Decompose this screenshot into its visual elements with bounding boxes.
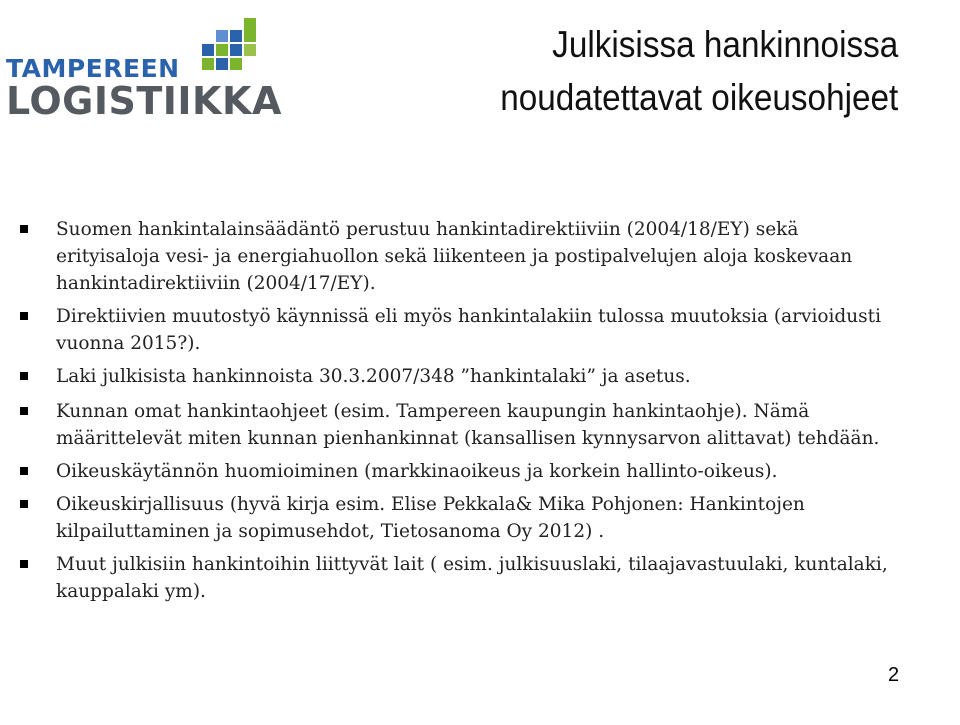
page-number: 2: [888, 664, 900, 686]
bullet-item: [0, 551, 900, 605]
bullet-text: Oikeuskäytännön huomioiminen (markkinaoikeus ja korkein hallinto-oikeus).: [56, 461, 778, 482]
logo-text-logistiikka: LOGISTIIKKA: [6, 79, 282, 123]
square-bullet-icon: [20, 500, 28, 508]
square-bullet-icon: [20, 407, 28, 415]
square-bullet-icon: [20, 312, 28, 320]
bullet-text: Suomen hankintalainsäädäntö perustuu hankintadirektiiviin (2004/18/EY) sekä erityisaloja vesi- ja energiahuollon sekä liikenteen ja postipalvelujen aloja koskevaan hankintadirektiiviin (2004/17/EY).: [56, 219, 853, 294]
slide-title-line-1: Julkisissa hankinnoissa: [551, 24, 898, 65]
bullet-item: [0, 458, 900, 485]
bullet-text: Muut julkisiin hankintoihin liittyvät lait ( esim. julkisuuslaki, tilaajavastuulaki, kuntalaki, kauppalaki ym).: [56, 554, 888, 602]
bullet-item: [0, 303, 900, 357]
bullet-list: [0, 216, 900, 611]
slide-title: [500, 18, 898, 124]
bullet-text: Direktiivien muutostyö käynnissä eli myös hankintalakiin tulossa muutoksia (arvioidusti vuonna 2015?).: [56, 306, 882, 354]
bullet-item: [0, 398, 900, 452]
bullet-item: [0, 491, 900, 545]
slide-title-line-2: noudatettavat oikeusohjeet: [499, 77, 898, 118]
bullet-text: Kunnan omat hankintaohjeet (esim. Tampereen kaupungin hankintaohje). Nämä määrittelevät miten kunnan pienhankinnat (kansallisen kynnysarvon alittavat) tehdään.: [56, 401, 880, 449]
bullet-text: Oikeuskirjallisuus (hyvä kirja esim. Elise Pekkala& Mika Pohjonen: Hankintojen kilpailuttaminen ja sopimusehdot, Tietosanoma Oy 2012) .: [56, 494, 805, 542]
bullet-text: Laki julkisista hankinnoista 30.3.2007/348 ”hankintalaki” ja asetus.: [56, 366, 691, 387]
square-bullet-icon: [20, 467, 28, 475]
logo-square-grid-icon: [196, 14, 256, 76]
square-bullet-icon: [20, 560, 28, 568]
bullet-item: [0, 363, 900, 390]
square-bullet-icon: [20, 225, 28, 233]
logo-text-tampereen: TAMPEREEN: [6, 54, 180, 83]
bullet-item: [0, 216, 900, 297]
tampereen-logistiikka-logo: [6, 14, 306, 126]
square-bullet-icon: [20, 372, 28, 380]
